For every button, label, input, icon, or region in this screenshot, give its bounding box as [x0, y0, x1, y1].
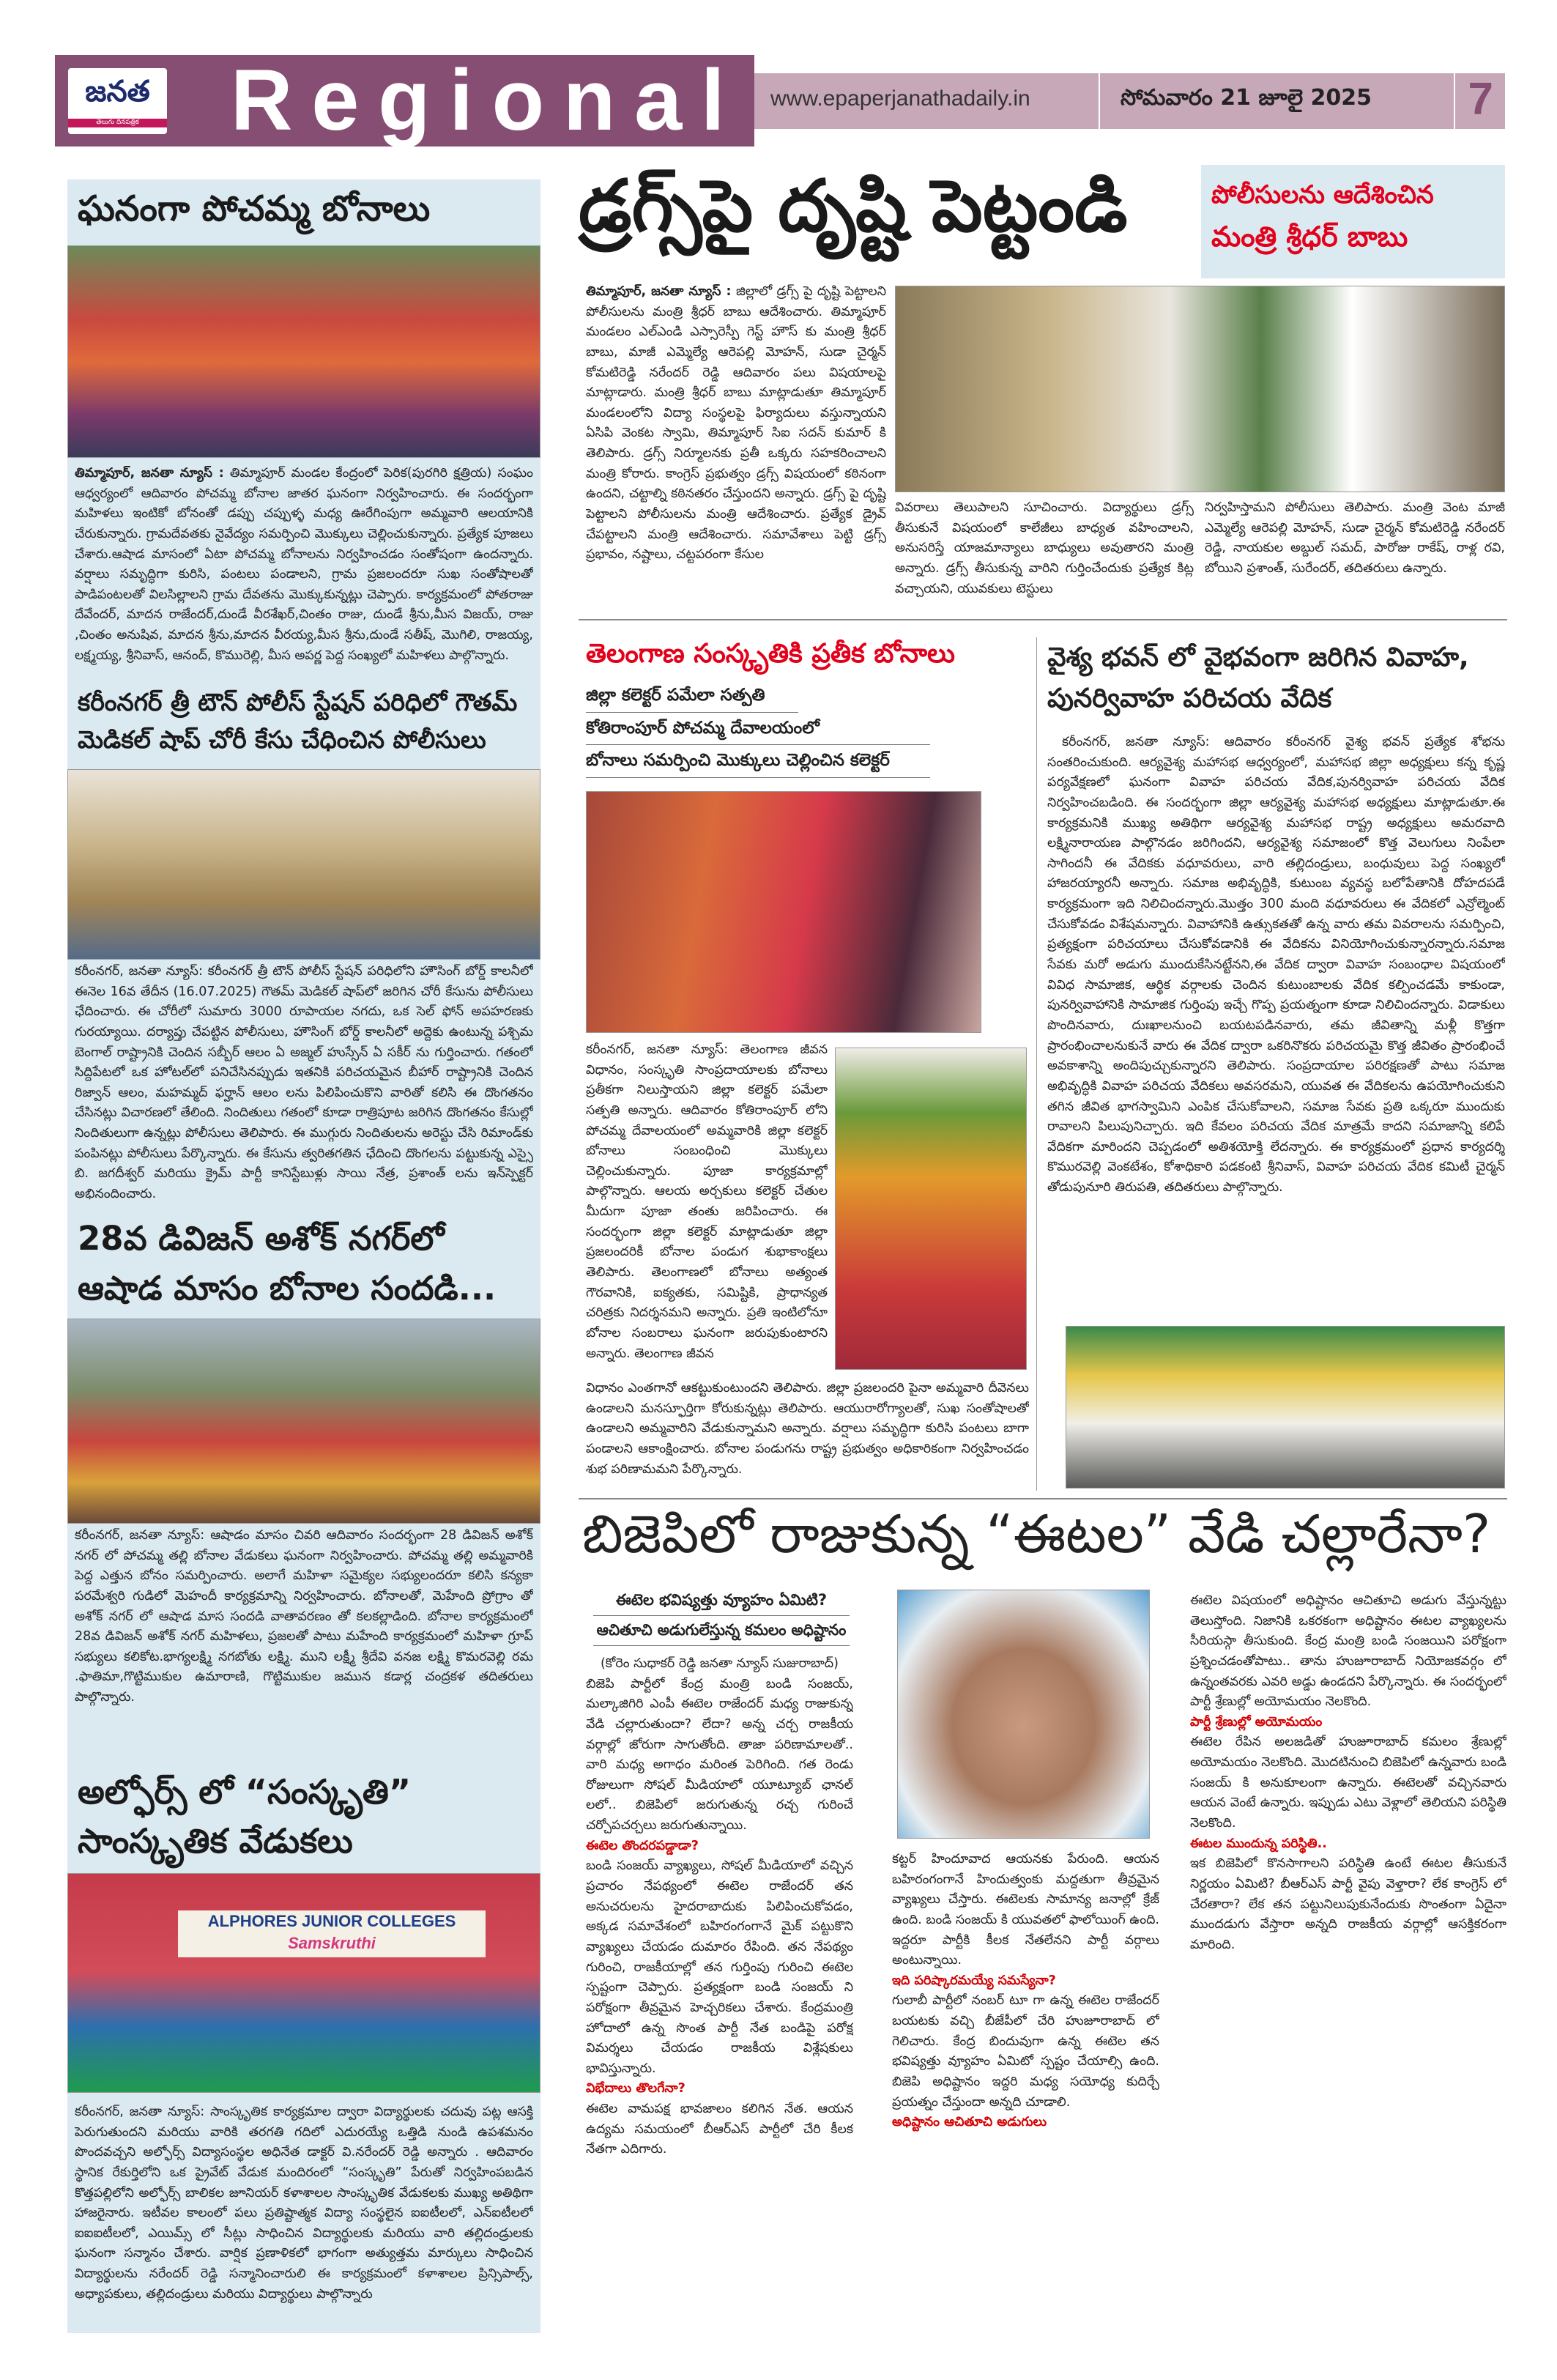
- article-body-col1: [586, 1654, 853, 2333]
- article-body: [1205, 498, 1505, 609]
- section-title: Regional: [231, 52, 744, 149]
- banner-subtitle: Samskruthi: [288, 1934, 376, 1952]
- masthead: [55, 52, 754, 149]
- divider: [1454, 73, 1455, 129]
- logo-tagline: తెలుగు దినపత్రిక: [68, 119, 167, 127]
- subheads: [586, 680, 930, 778]
- kicker-line: మంత్రి శ్రీధర్ బాబు: [1211, 220, 1408, 253]
- inline-subhead: అధిష్టానం ఆచితూచి అడుగులు: [892, 2115, 1047, 2130]
- article-body: [1047, 733, 1505, 1319]
- kicker-line: పోలీసులను ఆదేశించిన: [1211, 180, 1434, 210]
- headline-bjp-eatala: బిజెపిలో రాజుకున్న “ఈటల” వేడి చల్లారేనా?: [582, 1503, 1491, 1565]
- issue-date: సోమవారం 21 జూలై 2025: [1121, 85, 1372, 111]
- photo-eatala-rajender-portrait: [897, 1590, 1150, 1839]
- article-body: [895, 498, 1194, 609]
- article-body: [75, 1526, 533, 1760]
- article-body: [75, 464, 533, 676]
- subhead: ఆచితూచి అడుగులేస్తున్న కమలం అధిష్టానం: [593, 1616, 850, 1646]
- article-text: కరీంనగర్, జనతా న్యూస్: ఆదివారం కరీంనగర్ వైశ్య భవన్ ప్రత్యేక శోభను సంతరించుకుంది. ఆర్యవైశ్య మహాసభ ఆధ్వర్యంలో, మహాసభ జిల్లా అధ్యక్షులు కన్న కృష్ణ పర్యవేక్షణలో ఘనంగా వివాహ పరిచయ వేదిక,పునర్వివాహ పరిచయ వేదిక నిర్వహించబడింది. ఈ సందర్భంగా జిల్లా ఆర్యవైశ్య మహాసభ అధ్యక్షులు మాట్లాడుతూ.ఈ కార్యక్రమనికి ముఖ్య అతిథిగా ఆర్యవైశ్య మహాసభ రాష్ట్ర అధ్యక్షులు అమరవాది లక్ష్మినారాయణ పాల్గొనడం జరిగిందని, ఆర్యవైశ్య సమాజంలో కొత్త వెలుగులు నింపేలా సాగిందనీ ఈ వేదికకు వధూవరులు, వారి తల్లిదండ్రులు, బంధువులు పెద్ద సంఖ్యలో హాజరయ్యారనీ అన్నారు. సమాజ అభివృద్ధికి, కుటుంబ వ్యవస్థ బలోపేతానికి దోహదపడే కార్యక్రమంగా ఇది నిలిచిందన్నారు.మొత్తం 300 మంది వధూవరులు ఈ వేదికలో ఎన్రోల్మెంట్ చేసుకోవడం విశేషమన్నారు. వివాహానికి ఉత్సుకతతో ఉన్న వారు తమ వివరాలను సమర్పించి, ప్రత్యక్షంగా పరిచయాలు చేసుకోవడానికి ఈ వేదికను వినియోగించుకున్నారన్నారు.సమాజ సేవకు మరో అడుగు ముందుకేసినట్టేనని,ఈ వేదిక ద్వారా వివాహ సంబంధాల విషయంలో వివిధ సామాజిక, ఆర్థిక వర్గాలకు చెందిన కుటుంబాలకు వేదిక కల్పించడమే కాకుండా, పునర్వివాహానికి సామాజిక గుర్తింపు ఇచ్చే గొప్ప ప్రయత్నంగా కూడా నిలిచిందన్నారు. విడాకులు పొందినవారు, దుఃఖాలనుంచి బయటపడినవారు, తమ జీవితాన్ని మళ్లీ కొత్తగా ప్రారంభించాలనుకునే వారు ఈ వేదిక ద్వారా ఒకరినొకరు పరిచయమై కొత్త జీవితం ప్రారంభించే అవకాశాన్ని అందిపుచ్చుకున్నారని తెలిపారు. సంప్రదాయాల పరిరక్షణతో పాటు సమాజ అభివృద్ధికి వివాహ పరిచయ వేదికలు అవసరమని, యువత ఈ వేదికలను ఉపయోగించుకుని తగిన జీవిత భాగస్వామిని ఎంపిక చేసుకోవాలని, సమాజ సేవకు ప్రతి ఒక్కరూ ముందుకు రావాలని పిలుపునిచ్చారు. ఇది కేవలం పరిచయ వేదిక మాత్రమే కాదని సమాజాన్ని కలిపే వేదికగా మారిందని చెప్పడంలో అతిశయోక్తి లేదన్నారు. ఈ కార్యక్రమంలో ప్రధాన కార్యదర్శి కొమురవెల్లి వెంకటేశం, కోశాధికారి పడకంటి శ్రీనివాస్, వివాహ పరిచయ వేదిక కమిటీ చైర్మన్ తోడుపునూరి తిరుపతి, తదితరులు పాల్గొన్నారు.: [1047, 735, 1505, 1195]
- article-text: కరీంనగర్, జనతా న్యూస్: తెలంగాణ జీవన విధానం, సంస్కృతి సాంప్రదాయాలకు బోనాలు ప్రతీకగా నిలుస్తాయని జిల్లా కలెక్టర్ పమేలా సత్పతి అన్నారు. ఆదివారం కోతిరాంపూర్ లోని పోచమ్మ దేవాలయంలో అమ్మవారికి జిల్లా కలెక్టర్ బోనాలు సంబంధించి మొక్కులు చెల్లించుకున్నారు. పూజా కార్యక్రమాల్లో పాల్గొన్నారు. ఆలయ అర్చకులు కలెక్టర్ చేతుల మీదుగా పూజా తంతు జరిపించారు. ఈ సందర్భంగా జిల్లా కలెక్టర్ మాట్లాడుతూ జిల్లా ప్రజలందరికీ బోనాల పండుగ శుభాకాంక్షలు తెలిపారు. తెలంగాణలో బోనాలు అత్యంత గౌరవానికి, ఐక్యతకు, సమిష్టికి, ప్రాధాన్యత చరిత్రకు నిదర్శనమని అన్నారు. ప్రతి ఇంటిలోనూ బోనాల సంబరాలు ఘనంగా జరుపుకుంటారని అన్నారు. తెలంగాణ జీవన: [586, 1042, 828, 1361]
- article-body: [586, 282, 886, 610]
- kicker-box: [1201, 165, 1505, 278]
- photo-minister-with-police: [895, 286, 1505, 492]
- article-body: [586, 1379, 1029, 1489]
- website-url[interactable]: www.epaperjanathadaily.in: [770, 86, 1030, 111]
- article-text: వివరాలు తెలుపాలని సూచించారు. విద్యార్థులు డ్రగ్స్ తీసుకునే విషయంలో కాలేజీలు బాధ్యత వహించాలని, అనుసరిస్తే యాజమాన్యాలు బాధ్యులు అవుతారని మంత్రి అన్నారు. డ్రగ్స్ తీసుకున్న వారిని గుర్తించేందుకు ప్రత్యేక కిట్ల వచ్చాయని, యువకులు టెస్టులు: [895, 500, 1194, 596]
- article-text: కరీంనగర్, జనతా న్యూస్: ఆషాడం మాసం చివరి ఆదివారం సందర్భంగా 28 డివిజన్ అశోక్ నగర్ లో పోచమ్మ తల్లి బోనాల వేడుకలు ఘనంగా నిర్వహించారు. పోచమ్మ తల్లి అమ్మవారికి పెద్ద ఎత్తున బోనం సమర్పించారు. అలాగే మహిళా సమైక్యల సభ్యులందరూ కలిసి కన్యకా పరమేశ్వరి గుడిలో మెహందీ కార్యక్రమాన్ని నిర్వహించారు. బోనాలతో, మెహేంది ప్రోగ్రాం తో అశోక్ నగర్ లో ఆషాడ మాస సందడి వాతావరణం తో కలకల్లాడింది. బోనాల కార్యక్రమంలో 28వ డివిజన్ అశోక్ నగర్ మహిళలు, ప్రజలతో పాటు మహేంది కార్యక్రమంలో మహిళా గ్రూప్ సభ్యులు కలికోట.భాగ్యలక్ష్మి నగబోతు లక్ష్మి. ముని లక్ష్మీ శ్రీదేవి వనజ లక్ష్మి కొమరవెల్లి రమ .ఫాతిమా,గొట్టిముకుల ఉమారాణి, గొట్టిముకుల జమున కడార్ల చంద్రకళ తదితరులు పాల్గొన్నారు.: [75, 1528, 533, 1705]
- article-text: ఈటెల విషయంలో అధిష్టానం ఆచితూచి అడుగు వేస్తున్నట్టు తెలుస్తోంది. నిజానికి ఒకరకంగా అధిష్టానం ఈటల వ్యాఖ్యలను సీరియస్గా తీసుకుంది. కేంద్ర మంత్రి బండి సంజయిని పరోక్షంగా ప్రశ్నించడంతోపాటు.. తాను హుజూరాబాద్ నియోజకవర్గం లో ఉన్నంతవరకు ఎవరి అడ్డు ఉండదని పేర్కొన్నారు. ఈ సందర్భంలో పార్టీ శ్రేణుల్లో అయోమయం నెలకొంది.: [1190, 1593, 1506, 1710]
- article-body-col2: [892, 1850, 1159, 2333]
- divider: [1099, 73, 1100, 129]
- logo-text: జనత: [85, 75, 150, 108]
- article-body: [75, 2102, 533, 2329]
- article-text: బిజెపి పార్టీలో కేంద్ర మంత్రి బండి సంజయ్, మల్కాజిగిరి ఎంపీ ఈటెల రాజేందర్ మధ్య రాజుకున్న వేడి చల్లారుతుందా? లేదా? అన్న చర్చ రాజకీయ వర్గాల్లో జోరుగా సాగుతోంది. తాజా పరిణామాలతో.. వారి మధ్య అగాధం మరింత పెరిగింది. గత రెండు రోజులుగా సోషల్ మీడియాలో యూట్యూబ్ ఛానల్ లలో.. బిజెపిలో జరుగుతున్న రచ్చ గురించే చర్చోపచర్చలు జరుగుతున్నాయి.: [586, 1676, 853, 1834]
- article-body: [586, 1040, 828, 1377]
- article-text: గులాబీ పార్టీలో నంబర్ టూ గా ఉన్న ఈటెల రాజేందర్ బయటకు వచ్చి బీజేపీలో చేరి హుజూరాబాద్ లో గెలిచారు. కేంద్ర బిందువుగా ఉన్న ఈటెల తన భవిష్యత్తు వ్యూహం ఏమిటో స్పష్టం చేయాల్సి ఉంది. బిజెపి అధిష్టానం ఇద్దరి మధ్య సయోధ్య కుదిర్చే ప్రయత్నం చేస్తుందా అన్నది చూడాలి.: [892, 1993, 1159, 2110]
- article-text: తిమ్మాపూర్ మండల కేంద్రంలో పెరిక(పురగిరి క్షత్రియ) సంఘం ఆధ్వర్యంలో ఆదివారం పోచమ్మ బోనాల జాతర ఘనంగా నిర్వహించారు. ఈ సందర్భంగా మహిళలు ఇంటికో బోనంతో డప్పు చప్పుళ్ళ మధ్య ఊరేగింపుగా అమ్మవారి ఆలయానికి చేరుకున్నారు. గ్రామదేవతకు నైవేద్యం సమర్పించి మొక్కులు చెల్లించుకున్నారు. ప్రత్యేక పూజలు చేశారు.ఆషాడ మాసంలో ఏటా పోచమ్మ బోనాలను నిర్వహించడం సంతోషంగా ఉందన్నారు. వర్షాలు సమృద్ధిగా కురిసి, పంటలు పండాలని, గ్రామ ప్రజలందరూ సుఖ సంతోషాలతో పాడిపంటలతో విలసిల్లాలని గ్రామ దేవతను మొక్కుకున్నట్లు చెప్పారు. కార్యక్రమంలో పోతరాజు దేవేందర్, మాదన రాజేందర్,దుండే వీరశేఖర్,చింతం రాజు, దుండే శ్రీను,మీస విజయ్, రాజు ,చింతం అనుషివ, మాదన శ్రీను,మాదన వీరయ్య,మీస శ్రీను,దుండే సతీష్, మొగిలి, రాజయ్య, లక్ష్మయ్య, శ్రీనివాస్, ఆనంద్, కొమురెల్లి, మీస అపర్ణ పెద్ద సంఖ్యలో మహిళలు పాల్గొన్నారు.: [75, 466, 533, 663]
- article-text: నిర్వహిస్తామని పోలీసులు తెలిపారు. మంత్రి వెంట మాజీ ఎమ్మెల్యే ఆరెపల్లి మోహన్, సుడా చైర్మన్ కోమటిరెడ్డి నరేందర్ రెడ్డి, నాయకుల అబ్దుల్ సమద్, పారోజు రాకేష్, రాళ్ల రవి, బోయిని ప్రశాంత్, సురేందర్, తదితరులు ఉన్నారు.: [1205, 500, 1505, 576]
- photo-collector-carrying-bonam: [835, 1048, 1027, 1370]
- left-column: [67, 179, 540, 2333]
- subhead: జిల్లా కలెక్టర్ పమేలా సత్పతి: [586, 680, 798, 713]
- dateline: తిమ్మాపూర్, జనతా న్యూస్ :: [75, 466, 224, 481]
- headline-drugs-focus: డ్రగ్స్‌పై దృష్టి పెట్టండి: [579, 165, 1128, 248]
- subhead: బోనాలు సమర్పించి మొక్కులు చెల్లించిన కలెక్టర్: [586, 745, 930, 778]
- headline-medical-shop-theft: కరీంనగర్ త్రీ టౌన్ పోలీస్ స్టేషన్ పరిధిలో గౌతమ్ మెడికల్ షాప్ చోరీ కేసు చేధించిన పోలీసులు: [78, 688, 518, 755]
- page-number: 7: [1468, 74, 1493, 125]
- headline-vaishya-bhavan: వైశ్య భవన్ లో వైభవంగా జరిగిన వివాహ, పునర్వివాహ పరిచయ వేదిక: [1047, 642, 1469, 713]
- article-body: [75, 962, 533, 1211]
- article-text: కరీంనగర్, జనతా న్యూస్: సాంస్కృతిక కార్యక్రమాల ద్వారా విద్యార్థులకు చదువు పట్ల ఆసక్తి పెరుగుతుందని మరియు వారికి తరగతి గదిలో ఎదురయ్యే ఒత్తిడి నుండి ఉపశమనం పొందవచ్చని అల్ఫోర్స్ విద్యాసంస్థల అధినేత డాక్టర్ వి.నరేందర్ రెడ్డి అన్నారు . ఆదివారం స్థానిక రేకుర్తిలోని ఒక ప్రైవేట్ వేడుక మందిరంలో “సంస్కృతి” పేరుతో నిర్వహింపబడిన కొత్తపల్లిలోని అల్ఫోర్స్ బాలికల జూనియర్ కళాశాలల సాంస్కృతిక వేడుకలకు ముఖ్య అతిథిగా హాజరైనారు. ఇటీవల కాలంలో పలు ప్రతిష్టాత్మక విద్యా సంస్థలైన ఐఐటీలలో, ఎన్ఐటీలలో ఐఐఐటీలలో, ఎయిమ్స్ లో సీట్లు సాధించిన విద్యార్థులకు మరియు వారి తల్లిదండ్రులకు ఘనంగా సన్మానం చేశారు. వార్షిక ప్రణాళికలో భాగంగా అత్యుత్తమ మార్కులు సాధించిన విద్యార్థులను నరేందర్ రెడ్డి సన్మానించారులి ఈ కార్యక్రమంలో కళాశాలల ప్రిన్సిపాల్స్, అధ్యాపకులు, తల్లిదండ్రులు మరియు విద్యార్థులు పాల్గొన్నారు: [75, 2105, 533, 2302]
- inline-subhead: ఇది పరిష్కారమయ్యే సమస్యేనా?: [892, 1973, 1056, 1988]
- byline: (కోరెం సుధాకర్ రెడ్డి జనతా న్యూస్ సుజురాబాద్): [600, 1656, 839, 1671]
- column-divider: [1036, 637, 1037, 1491]
- newspaper-logo: [68, 68, 167, 134]
- banner-text: ALPHORES JUNIOR COLLEGES: [207, 1912, 456, 1930]
- article-text: ఈటెల వామపక్ష భావజాలం కలిగిన నేత. ఆయన ఉద్యమ సమయంలో బీఆర్ఎస్ పార్టీలో చేరి కీలక నేతగా ఎదిగారు.: [586, 2102, 853, 2157]
- photo-collector-offering-bonam: [586, 791, 981, 1033]
- masthead-info-band: [754, 73, 1505, 129]
- article-text: జిల్లాలో డ్రగ్స్ పై దృష్టి పెట్టాలని పోలీసులను మంత్రి శ్రీధర్ బాబు ఆదేశించారు. తిమ్మాపూర్ మండలం ఎల్ఎండి ఎస్సారెస్పీ గెస్ట్ హౌస్ కు మంత్రి శ్రీధర్ బాబు, మాజీ ఎమ్మెల్యే ఆరెపల్లి మోహన్, సుడా చైర్మన్ కోమటిరెడ్డి నరేందర్ రెడ్డి ఆదివారం పలు విషయాలపై మాట్లాడారు. మంత్రి శ్రీధర్ బాబు మాట్లాడుతూ తిమ్మాపూర్ మండలంలోని విద్యా సంస్థలపై ఫిర్యాదులు వస్తున్నాయని ఏసిపి వెంకట స్వామి, తిమ్మాపూర్ సిఐ సదన్ కుమార్ కి తెలిపారు. డ్రగ్స్ నిర్మూలనకు ప్రతీ ఒక్కరు సహకరించాలని మంత్రి కోరారు. కాంగ్రెస్ ప్రభుత్వం డ్రగ్స్ విషయంలో కఠినంగా ఉందని, చట్టాల్ని కఠినతరం చేస్తుందని అన్నారు. డ్రగ్స్ పై దృష్టి పెట్టాలని పోలీసులను మంత్రి ఆదేశించారు. ప్రత్యేక డ్రైవ్ చేపట్టాలని మంత్రి ఆదేశించారు. సమావేశాలు పెట్టి డ్రగ్స్ ప్రభావం, నష్టాలు, చట్టపరంగా కేసుల: [586, 284, 886, 563]
- divider: [579, 1498, 1507, 1499]
- photo-women-with-bonams: [67, 1319, 540, 1524]
- article-text: ఈటెల రేపిన అలజడితో హుజూరాబాద్ కమలం శ్రేణుల్లో అయోమయం నెలకొంది. మొదటినుంచి బిజెపిలో ఉన్నవారు బండి సంజయ్ కి అనుకూలంగా ఉన్నారు. ఈటెలతో వచ్చినవారు ఆయన వెంటే ఉన్నారు. ఇప్పుడు ఎటు వెళ్లాలో తెలియని పరిస్థితి నెలకొంది.: [1190, 1735, 1506, 1831]
- subhead: ఈటెల భవిష్యత్తు వ్యూహం ఏమిటి?: [593, 1586, 850, 1616]
- photo-cultural-dance-stage: [67, 1873, 540, 2093]
- article-text: విధానం ఎంతగానో ఆకట్టుకుంటుందని తెలిపారు. జిల్లా ప్రజలందరి పైనా అమ్మవారి దీవెనలు ఉండాలని మనస్ఫూర్తిగా కోరుకున్నట్లు తెలిపారు. ఆయురారోగ్యాలతో, సుఖ సంతోషాలతో ఉండాలని అమ్మవారిని వేడుకున్నామని అన్నారు. వర్షాలు సమృద్ధిగా కురిసి పంటలు బాగా పండాలని ఆకాంక్షించారు. బోనాల పండుగను రాష్ట్ర ప్రభుత్వం అధికారికంగా నిర్వహించడం శుభ పరిణామమని పేర్కొన్నారు.: [586, 1381, 1029, 1477]
- photo-vaishya-stage-event: [1066, 1326, 1505, 1489]
- photo-police-with-accused: [67, 769, 540, 960]
- subhead: కోతిరాంపూర్ పోచమ్మ దేవాలయంలో: [586, 713, 930, 746]
- article-text: కరీంనగర్, జనతా న్యూస్: కరీంనగర్ త్రీ టౌన్ పోలీస్ స్టేషన్ పరిధిలోని హౌసింగ్ బోర్డ్ కాలనీలో ఈనెల 16వ తేదీన (16.07.2025) గౌతమ్ మెడికల్ షాప్‌లో జరిగిన చోరీ కేసును పోలీసులు ఛేదించారు. ఈ చోరీలో సుమారు 3000 రూపాయల నగదు, ఒక సెల్ ఫోన్ అపహరణకు గురయ్యాయి. దర్యాప్తు చేపట్టిన పోలీసులు, హౌసింగ్ బోర్డ్ కాలనీలో అద్దెకు ఉంటున్న పశ్చిమ బెంగాల్ రాష్ట్రానికి చెందిన సబ్బీర్ ఆలం ఏ అజ్మల్ హుస్సేన్ ఏ సకీర్ ను గుర్తించారు. గతంలో సిద్దిపేటలో ఒక హోటల్‌లో పనిచేసినప్పుడు ఇతనికి పరిచయమైన బీహార్ రాష్ట్రానికి చెందిన రిజ్వాన్ ఆలం, మహమ్మద్ ఫర్హాన్ ఆలం లను పిలిపించుకొని వారితో కలిసి ఈ దొంగతనం చేసినట్లు విచారణలో తేలింది. నిందితులు గతంలో కూడా రాత్రిపూట జరిగిన దొంగతనం కేసుల్లో నిందితులుగా ఉన్నట్లు పోలీసులు తెలిపారు. ఈ ముగ్గురు నిందితులను అరెస్టు చేసి రిమాండ్‌కు పంపినట్లు పోలీసులు పేర్కొన్నారు. ఈ కేసును త్వరితగతిన ఛేదించి దొంగలను పట్టుకున్న ఎస్సై బి. జగదీశ్వర్ మరియు క్రైమ్ పార్టీ కానిస్టేబుళ్లు సాయి నేత్ర, ప్రశాంత్ లను ఇన్‌స్పెక్టర్ అభినందించారు.: [75, 964, 533, 1202]
- article-body-col3: [1190, 1591, 1506, 2332]
- headline-alphores-samskruthi: అల్ఫోర్స్ లో “సంస్కృతి” సాంస్కృతిక వేడుకలు: [78, 1772, 412, 1861]
- stage-banner: [178, 1910, 486, 1957]
- divider: [579, 619, 1507, 620]
- article-text: ఇక బిజెపిలో కొనసాగాలని పరిస్థితి ఉంటే ఈటల తీసుకునే నిర్ణయం ఏమిటి? బీఆర్ఎస్ పార్టీ వైపు వెళ్తారా? లేక కాంగ్రెస్ లో చేరతారా? లేక తన పట్టునిలుపుకునేందుకు సొంతంగా ఏదైనా ముందడుగు వేస్తారా అన్నది రాజకీయ వర్గాల్లో ఆసక్తికరంగా మారింది.: [1190, 1856, 1506, 1952]
- subheads: [593, 1586, 850, 1646]
- inline-subhead: విభేదాలు తొలగేనా?: [586, 2081, 685, 2097]
- inline-subhead: ఈటల ముందున్న పరిస్థితి..: [1190, 1836, 1327, 1851]
- inline-subhead: పార్టీ శ్రేణుల్లో అయోమయం: [1190, 1714, 1323, 1730]
- photo-bonalu-procession: [67, 245, 540, 458]
- headline-pochamma-bonalu: ఘనంగా పోచమ్మ బోనాలు: [78, 188, 431, 229]
- article-text: బండి సంజయ్ వ్యాఖ్యలు, సోషల్ మీడియాలో వచ్చిన ప్రచారం నేపథ్యంలో ఈటెల రాజేందర్ తన అనుచరులను హైదరాబాదుకు పిలిపించుకోవడం, అక్కడ సమావేశంలో బహిరంగంగానే మైక్ పట్టుకొని వ్యాఖ్యలు చేయడం దుమారం రేపింది. తన నేపథ్యం గురించి, రాజకీయాల్లో తన గుర్తింపు గురించి ఈటెల స్పష్టంగా చెప్పారు. ప్రత్యక్షంగా బండి సంజయ్ ని పరోక్షంగా తీవ్రమైన హెచ్చరికలు చేశారు. కేంద్రమంత్రి హోదాలో ఉన్న సొంత పార్టీ నేత బండిపై పరోక్ష విమర్శలు చేయడం రాజకీయ విశ్లేషకులు భావిస్తున్నారు.: [586, 1858, 853, 2076]
- dateline: తిమ్మాపూర్, జనతా న్యూస్ :: [586, 284, 732, 299]
- headline-ashok-nagar-bonalu: 28వ డివిజన్ అశోక్ నగర్‌లో ఆషాడ మాసం బోనాల సందడి...: [78, 1219, 497, 1308]
- article-text: కట్టర్ హిందూవాద ఆయనకు పేరుంది. ఆయన బహిరంగంగానే హిందుత్వంకు మద్దతుగా తీవ్రమైన వ్యాఖ్యలు చేస్తారు. ఈటెలకు సామాన్య జనాల్లో క్రేజ్ ఉంది. బండి సంజయ్ కి యువతలో ఫాలోయింగ్ ఉంది. ఇద్దరూ పార్టీకి కీలక నేతలేనని పార్టీ వర్గాలు అంటున్నాయి.: [892, 1852, 1159, 1968]
- inline-subhead: ఈటెల తొందరపడ్డాడా?: [586, 1838, 699, 1853]
- headline-telangana-bonalu: తెలంగాణ సంస్కృతికి ప్రతీక బోనాలు: [586, 639, 955, 669]
